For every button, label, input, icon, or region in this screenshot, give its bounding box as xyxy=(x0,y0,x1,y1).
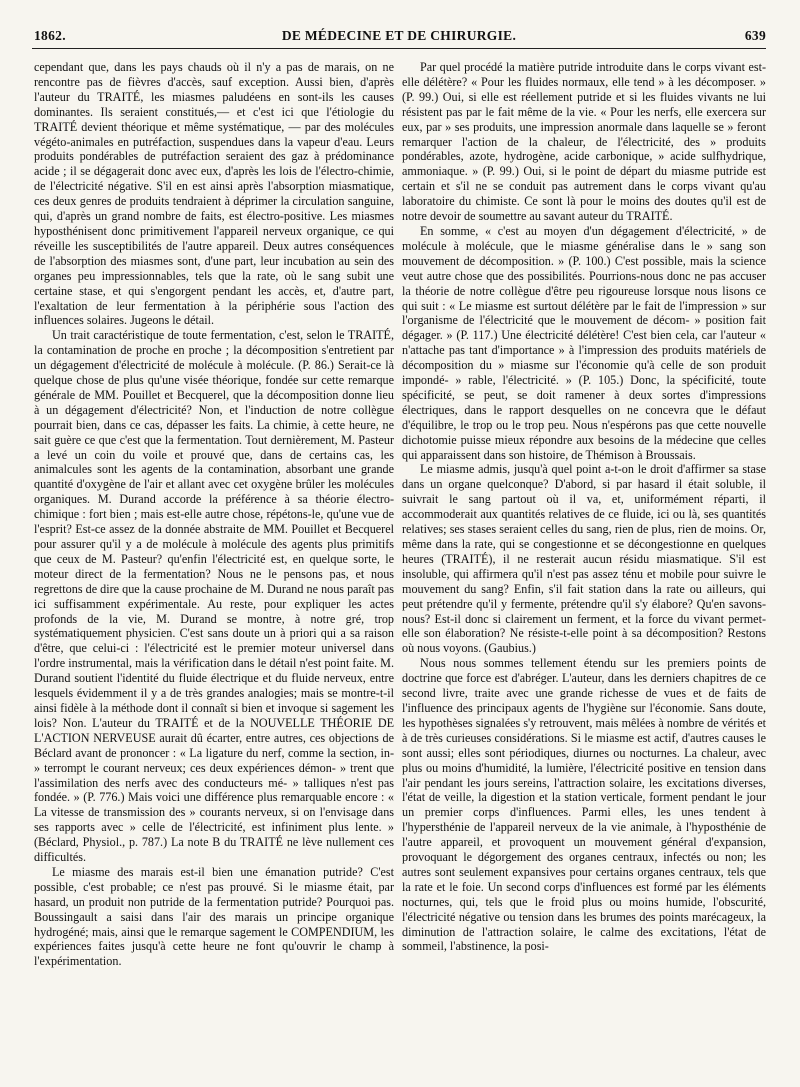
paragraph: Le miasme admis, jusqu'à quel point a-t-on le droit d'affirmer sa stase dans un organe quelconque? D'abord, si par hasard il était soluble, il suivrait le sang partout où il va, et, uniformément réparti, il accommoderait aux quantités relatives de ce fluide, ici ou là, ses quantités relatives; ses stases seraient celles du sang, rien de plus, rien de moins. Or, même dans la rate, qui se congestionne et se décongestionne en quelques heures (TRAITÉ), il ne resterait aucun résidu miasmatique. S'il est insoluble, qui affirmera qu'il n'est pas assez ténu et mobile pour suivre le mouvement du sang? Enfin, s'il fait station dans la rate ou ailleurs, qui peut prétendre qu'il y fermente, prétendre qu'il s'y élabore? Qu'en savons-nous? Est-il donc si clairement un ferment, et la force du vivant permet-elle son élaboration? Ne résiste-t-elle point à sa décomposition? Restons où nous voyons. (Gaubius.) xyxy=(402,462,766,656)
paragraph: Nous nous sommes tellement étendu sur les premiers points de doctrine que force est d'abréger. L'auteur, dans les derniers chapitres de ce second livre, traite avec une grande richesse de vues et de faits de l'influence des principaux agents de l'hygiène sur l'économie. Sans doute, les hypothèses signalées s'y retrouvent, mais mêlées à nombre de vérités et à de très curieuses considérations. Si le miasme est actif, d'autres causes le sont aussi; elles sont périodiques, diurnes ou nocturnes. La chaleur, avec plus ou moins d'humidité, la lumière, l'électricité positive en tension dans l'air pendant les jours sereins, l'attraction solaire, les excitations diverses, l'état de veille, la digestion et la station verticale, forment pendant le jour un premier corps d'influences. Parmi elles, les unes tendent à l'hypersthénie de l'appareil nerveux de la vie animale, à l'hyposthénie de l'autre appareil, et provoquent un mouvement général d'expansion, provoquant le dégorgement des organes centraux, infectés ou non; les autres sont seulement expansives pour certains organes centraux, tels que la rate et le foie. Un second corps d'influences est formé par les éléments nocturnes, qui, tels que le froid plus ou moins humide, l'obscurité, l'électricité négative ou tension dans les brumes des points marécageux, la diminution de l'attraction solaire, le calme des excitations, l'état de sommeil, l'abstinence, la posi- xyxy=(402,656,766,954)
right-column xyxy=(402,60,766,954)
paragraph: Le miasme des marais est-il bien une émanation putride? C'est possible, c'est probable; ce n'est pas prouvé. Si le miasme était, par hasard, un produit non putride de la fermentation putride? Pourquoi pas. Boussingault a saisi dans l'air des marais un principe organique hydrogéné; mais, ainsi que le remarque sagement le COMPENDIUM, les expériences faites jusqu'à cette heure ne font qu'ouvrir le champ à l'expérimentation. xyxy=(34,864,394,969)
page-number: 639 xyxy=(744,28,766,43)
paragraph: Par quel procédé la matière putride introduite dans le corps vivant est-elle délétère? « Pour les fluides normaux, elle tend » à les décomposer. » (P. 99.) Oui, si elle est réellement putride et si les fluides vivants ne lui résistent pas par le fait même de la vie. « Pour les nerfs, elle exercera sur eux, par » ses produits, une impression anormale dans laquelle se » feront remarquer l'action de la chaleur, de l'électricité, des » produits pondérables, azote, hydrogène, acide carbonique, » acide sulfhydrique, ammoniaque. » (P. 99.) Oui, si le point de départ du miasme putride est certain et s'il ne se conduit pas autrement dans le corps vivant qu'au laboratoire du chimiste. Ce sont là pour le moins des doutes qu'il est de notre devoir de soumettre au savant auteur du TRAITÉ. xyxy=(402,60,766,224)
year-label: 1862. xyxy=(34,28,66,43)
paragraph: cependant que, dans les pays chauds où il n'y a pas de marais, on ne rencontre pas de fièvres d'accès, sauf exception. Aussi bien, d'après l'auteur du TRAITÉ, les miasmes paludéens en sont-ils les causes dominantes. Ils seraient constitués,— et c'est ici que l'étiologie du TRAITÉ devient théorique et même systématique, — par des molécules végéto-animales en putréfaction, suspendues dans la vapeur d'eau. Leurs produits pondérables de putréfaction seraient des gaz à prédominance acide ; il se dégagerait donc avec eux, d'après les lois de l'électro-chimie, de l'électricité négative. S'il en est ainsi après l'absorption miasmatique, ces deux genres de produits tendraient à déprimer la circulation sanguine, qui, d'après un grand nombre de faits, est électro-positive. Les miasmes hyposthénisent donc primitivement l'appareil nerveux organique, ce qui réveille les susceptibilités de l'autre appareil. Deux autres conséquences de l'absorption des miasmes sont, d'une part, leur incubation au sein des organes peu impressionnables, tels que la rate, où le sang subit une certaine stase, et qui s'engorgent pendant les accès, et, d'autre part, l'exaltation de leur fermentation à la périphérie sous l'action des influences solaires. Jugeons le détail. xyxy=(34,60,394,328)
paragraph: Un trait caractéristique de toute fermentation, c'est, selon le TRAITÉ, la contamination de proche en proche ; la décomposition s'entretient par un dégagement d'électricité de molécule à molécule. (P. 86.) Serait-ce là quelque chose de plus qu'une visée théorique, fondée sur cette remarque générale de MM. Pouillet et Becquerel, que la décomposition donne lieu à un dégagement d'électricité? Non, et l'induction de notre collègue pourrait bien, dans ce cas, dépasser les faits. La chimie, à cette heure, ne sait guère ce que c'est que la fermentation. Tout dernièrement, M. Pasteur a levé un coin du voile et prouvé que, dans de certains cas, les animalcules sont les agents de la contamination, absorbant une grande quantité d'oxygène de l'air et allant avec cet oxygène brûler les molécules organiques. M. Durand accorde la préférence à sa théorie électro-chimique : fort bien ; mais est-elle autre chose, répétons-le, qu'une vue de l'esprit? Est-ce assez de la donnée abstraite de MM. Pouillet et Becquerel pour assurer qu'il y a de molécule à molécule des agents plus primitifs que ceux de M. Pasteur? qu'enfin l'électricité est, en quelque sorte, le moteur direct de la fermentation? Nous ne le pensons pas, et nous regrettons de dire que la cause prochaine de M. Durand ne nous paraît pas ici suffisamment expérimentale. Au reste, pour expliquer les actes profonds de la vie, M. Durand se montre, à notre gré, trop systématiquement physicien. C'est sans doute un à priori qui a sa raison d'être, que celui-ci : l'électricité est le premier moteur universel dans l'ordre instrumental, mais la vérification dans le détail n'est point faite. M. Durand soutient l'identité du fluide électrique et du fluide nerveux, entre lesquels évidemment il y a de très grandes analogies; mais se montre-t-il ainsi fidèle à la méthode dont il connaît si bien et invoque si sagement les lois? Non. L'auteur du TRAITÉ et de la NOUVELLE THÉORIE DE L'ACTION NERVEUSE aurait dû écarter, entre autres, ces objections de Béclard avant de prononcer : « La ligature du nerf, comme la section, in- » terrompt le courant nerveux; ces deux expériences démon- » trent que l'assimilation des nerfs avec des conducteurs mé- » talliques n'est pas fondée. » (P. 776.) Mais voici une différence plus remarquable encore : « La vitesse de transmission des » courants nerveux, si on l'envisage dans ses rapports avec » celle de l'électricité, est infiniment plus lente. » (Béclard, Physiol., p. 787.) La note B du TRAITÉ ne lève nullement ces difficultés. xyxy=(34,328,394,865)
running-header xyxy=(32,26,766,49)
running-title: DE MÉDECINE ET DE CHIRURGIE. xyxy=(281,28,517,43)
left-column xyxy=(34,60,394,969)
paragraph: En somme, « c'est au moyen d'un dégagement d'électricité, » de molécule à molécule, que le miasme généralise dans le » sang son mouvement de décomposition. » (P. 100.) C'est possible, mais la science veut autre chose que des possibilités. Pourrions-nous donc ne pas accuser la théorie de notre collègue d'être peu rigoureuse lorsque nous lisons ce qui suit : « Le miasme est surtout délétère par le fait de l'impression » sur l'organisme de l'électricité que le mouvement de décom- » position fait dégager. » (P. 117.) Une électricité délétère! C'est bien cela, car l'auteur « n'attache pas tant d'importance » à l'impression des produits matériels de décomposition du » miasme sur l'économie qu'à celle de son produit impondé- » rable, l'électricité. » (P. 105.) Donc, la spécificité, toute spécificité, se peut, se doit ramener à deux sortes d'impressions électriques, dans le rapport desquelles on ne concevra que le défaut d'équilibre, le trop ou le trop peu. Nous n'espérons pas que cette nouvelle dichotomie puisse mieux répondre aux besoins de la médecine que celles qui apparaissent dans son histoire, de Thémison à Broussais. xyxy=(402,223,766,462)
